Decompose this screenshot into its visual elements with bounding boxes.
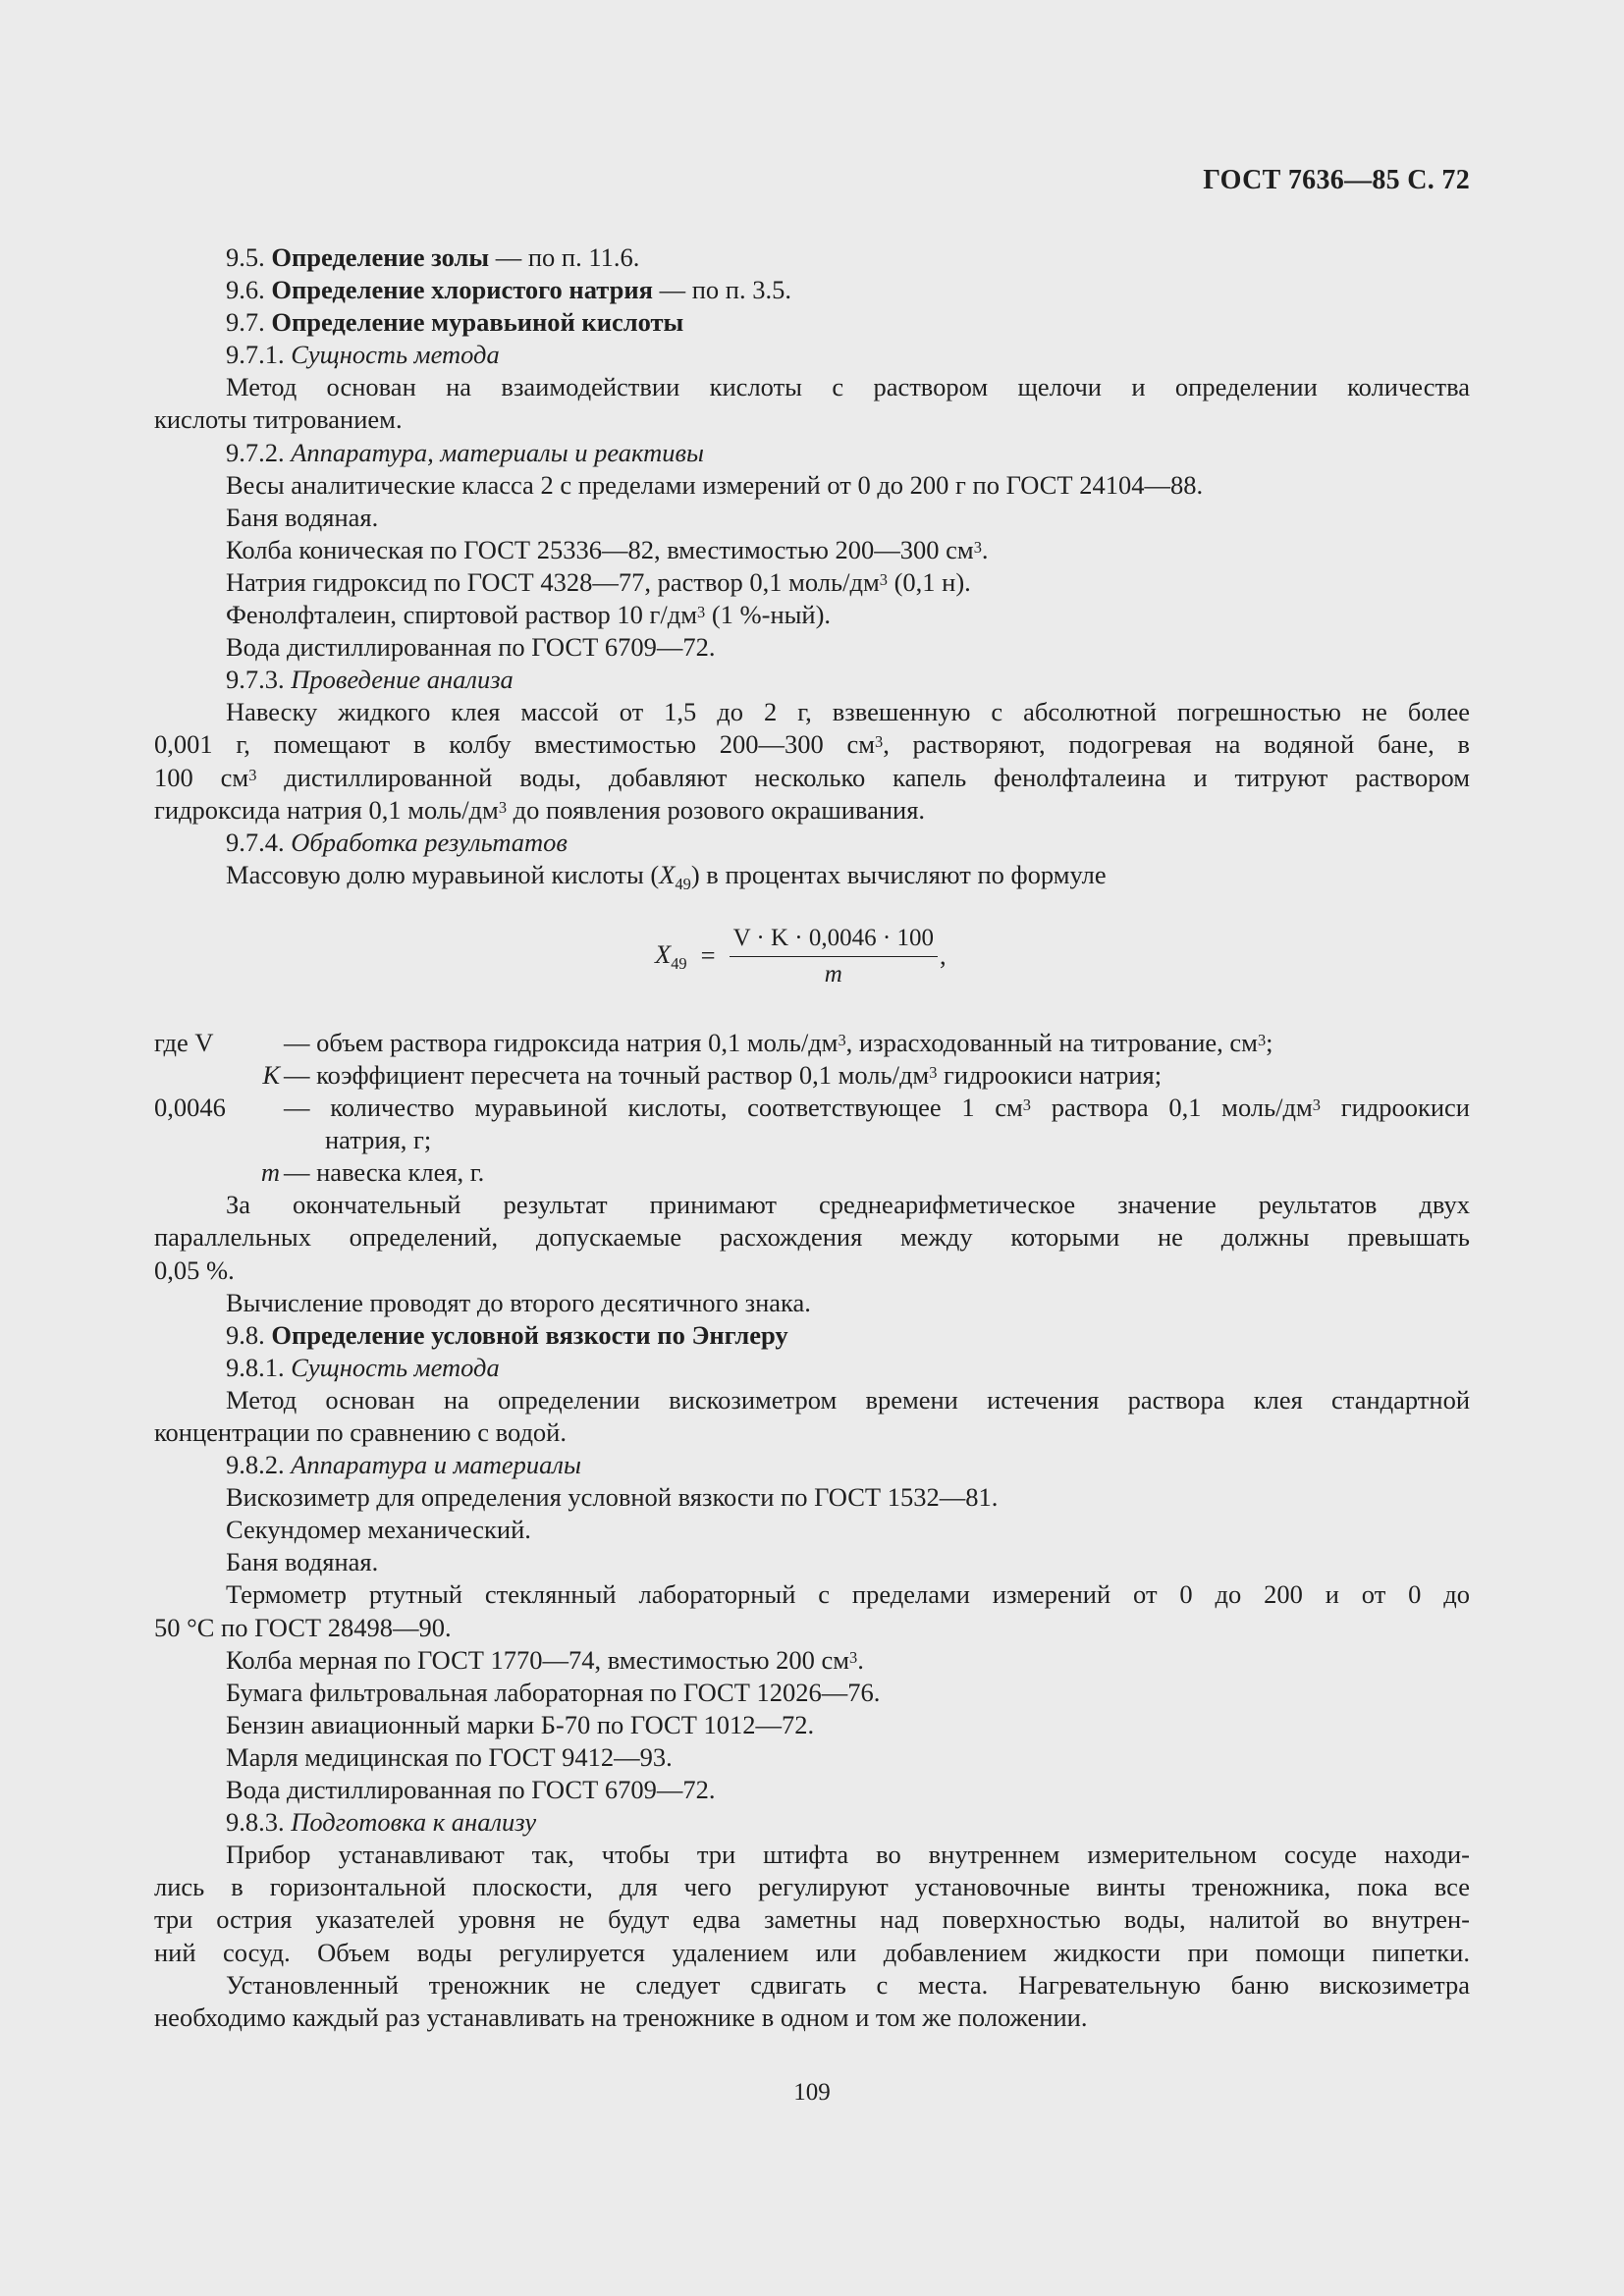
- paragraph-line: ний сосуд. Объем воды регулируется удалением или добавлением жидкости при помощи пипетки.: [154, 1937, 1470, 1967]
- where-text: — количество муравьиной кислоты, соответствующее 1 $см^3$ раствора 0,1 моль/$дм^3$ гидроокиси натрия, г;: [284, 1093, 1470, 1155]
- formula-equals: =: [700, 940, 716, 971]
- section-9-7-4-heading: 9.7.4. Обработка результатов: [226, 827, 568, 857]
- where-item-m: [154, 1156, 1470, 1189]
- formula: [655, 922, 947, 990]
- where-text: — коэффициент пересчета на точный раствор 0,1 моль/$дм^3$ гидроокиси натрия;: [284, 1059, 1163, 1090]
- paragraph-line: Установленный треножник не следует сдвигать с места. Нагревательную баню вискозиметра: [226, 1969, 1470, 2000]
- section-9-6: 9.6. Определение хлористого натрия — по п. 3.5.: [226, 275, 791, 305]
- where-item-k: [154, 1059, 1470, 1092]
- section-9-8: 9.8. Определение условной вязкости по Энглеру: [226, 1319, 788, 1350]
- list-item: 50 °С по ГОСТ 28498—90.: [154, 1612, 452, 1642]
- section-9-8-1-heading: 9.8.1. Сущность метода: [226, 1352, 500, 1382]
- where-label: m: [260, 1157, 280, 1188]
- paragraph-line: 0,05 %.: [154, 1255, 235, 1285]
- paragraph-line: Массовую долю муравьиной кислоты $(X_{49})$ в процентах вычисляют по формуле: [226, 859, 1107, 893]
- paragraph-line: Метод основан на взаимодействии кислоты с раствором щелочи и определении количества: [226, 372, 1470, 402]
- paragraph-line: Навеску жидкого клея массой от 1,5 до 2 г, взвешенную с абсолютной погрешностью не более: [226, 697, 1470, 727]
- section-9-8-3-heading: 9.8.3. Подготовка к анализу: [226, 1807, 537, 1838]
- formula-block: [154, 894, 1470, 1027]
- formula-numerator: V · K · 0,0046 · 100: [732, 924, 934, 951]
- list-item: Бензин авиационный марки Б-70 по ГОСТ 1012—72.: [226, 1709, 815, 1739]
- paragraph-line: необходимо каждый раз устанавливать на треножнике в одном и том же положении.: [154, 2002, 1088, 2032]
- list-item: Вода дистиллированная по ГОСТ 6709—72.: [226, 1775, 716, 1805]
- list-item: Вода дистиллированная по ГОСТ 6709—72.: [226, 632, 716, 663]
- page-header: ГОСТ 7636—85 С. 72: [1203, 165, 1470, 195]
- list-item: Весы аналитические класса 2 с пределами измерений от 0 до 200 г по ГОСТ 24104—88.: [226, 469, 1204, 500]
- list-item: Колба коническая по ГОСТ 25336—82, вместимостью 200—300 $см^3$.: [226, 534, 989, 564]
- paragraph-line: кислоты титрованием.: [154, 404, 403, 435]
- section-9-5: 9.5. Определение золы — по п. 11.6.: [226, 242, 640, 272]
- where-item-constant: [154, 1092, 1470, 1156]
- paragraph-line: концентрации по сравнению с водой.: [154, 1417, 567, 1447]
- formula-fraction: [730, 922, 938, 990]
- section-9-7-2-heading: 9.7.2. Аппаратура, материалы и реактивы: [226, 437, 704, 467]
- formula-lhs: $X_{49}$: [655, 938, 687, 973]
- list-item: Вискозиметр для определения условной вязкости по ГОСТ 1532—81.: [226, 1482, 999, 1513]
- where-text: — навеска клея, г.: [284, 1157, 485, 1188]
- paragraph-line: За окончательный результат принимают среднеарифметическое значение реультатов двух: [226, 1190, 1470, 1220]
- paragraph-line: три острия указателей уровня не будут едва заметны над поверхностью воды, налитой во внутрен-: [154, 1904, 1470, 1935]
- list-item: Натрия гидроксид по ГОСТ 4328—77, раствор 0,1 моль/$дм^3$ (0,1 н).: [226, 566, 971, 597]
- section-9-7-1-heading: 9.7.1. Сущность метода: [226, 340, 500, 370]
- document-body: [154, 241, 1470, 2034]
- where-label: где V: [154, 1027, 214, 1057]
- list-item: Фенолфталеин, спиртовой раствор 10 $г/дм^3$ (1 %-ный).: [226, 600, 832, 630]
- section-9-7: 9.7. Определение муравьиной кислоты: [226, 307, 684, 338]
- formula-denominator: m: [730, 956, 938, 990]
- list-item: Термометр ртутный стеклянный лабораторный с пределами измерений от 0 до 200 и от 0 до: [226, 1579, 1470, 1610]
- paragraph-line: 0,001 г, помещают в колбу вместимостью 200—300 $см^3$, растворяют, подогревая на водяной бане, в: [154, 729, 1470, 760]
- list-item: Баня водяная.: [226, 502, 379, 532]
- formula-comma: ,: [939, 940, 947, 971]
- list-item: Марля медицинская по ГОСТ 9412—93.: [226, 1741, 673, 1772]
- list-item: Секундомер механический.: [226, 1515, 531, 1545]
- list-item: Баня водяная.: [226, 1547, 379, 1577]
- paragraph-line: Метод основан на определении вискозиметром времени истечения раствора клея стандартной: [226, 1384, 1470, 1415]
- paragraph-line: 100 $см^3$ дистиллированной воды, добавляют несколько капель фенолфталеина и титруют раствором: [154, 762, 1470, 792]
- where-label: 0,0046: [154, 1093, 226, 1123]
- paragraph-line: Прибор устанавливают так, чтобы три штифта во внутреннем измерительном сосуде находи-: [226, 1840, 1470, 1870]
- paragraph-line: Вычисление проводят до второго десятичного знака.: [226, 1287, 811, 1317]
- paragraph-line: параллельных определений, допускаемые расхождения между которыми не должны превышать: [154, 1222, 1470, 1253]
- list-item: Бумага фильтровальная лабораторная по ГОСТ 12026—76.: [226, 1677, 881, 1707]
- where-label: K: [262, 1059, 280, 1090]
- paragraph-line: лись в горизонтальной плоскости, для чего регулируют установочные винты треножника, пока все: [154, 1872, 1470, 1902]
- where-text: — объем раствора гидроксида натрия 0,1 моль/$дм^3$, израсходованный на титрование, $см^3$;: [284, 1027, 1273, 1057]
- page-number: 109: [793, 2079, 831, 2106]
- list-item: Колба мерная по ГОСТ 1770—74, вместимостью 200 $см^3$.: [226, 1644, 864, 1675]
- paragraph-line: гидроксида натрия 0,1 моль/$дм^3$ до появления розового окрашивания.: [154, 794, 926, 825]
- section-9-7-3-heading: 9.7.3. Проведение анализа: [226, 665, 514, 695]
- section-9-8-2-heading: 9.8.2. Аппаратура и материалы: [226, 1450, 581, 1480]
- where-item-v: [154, 1027, 1470, 1059]
